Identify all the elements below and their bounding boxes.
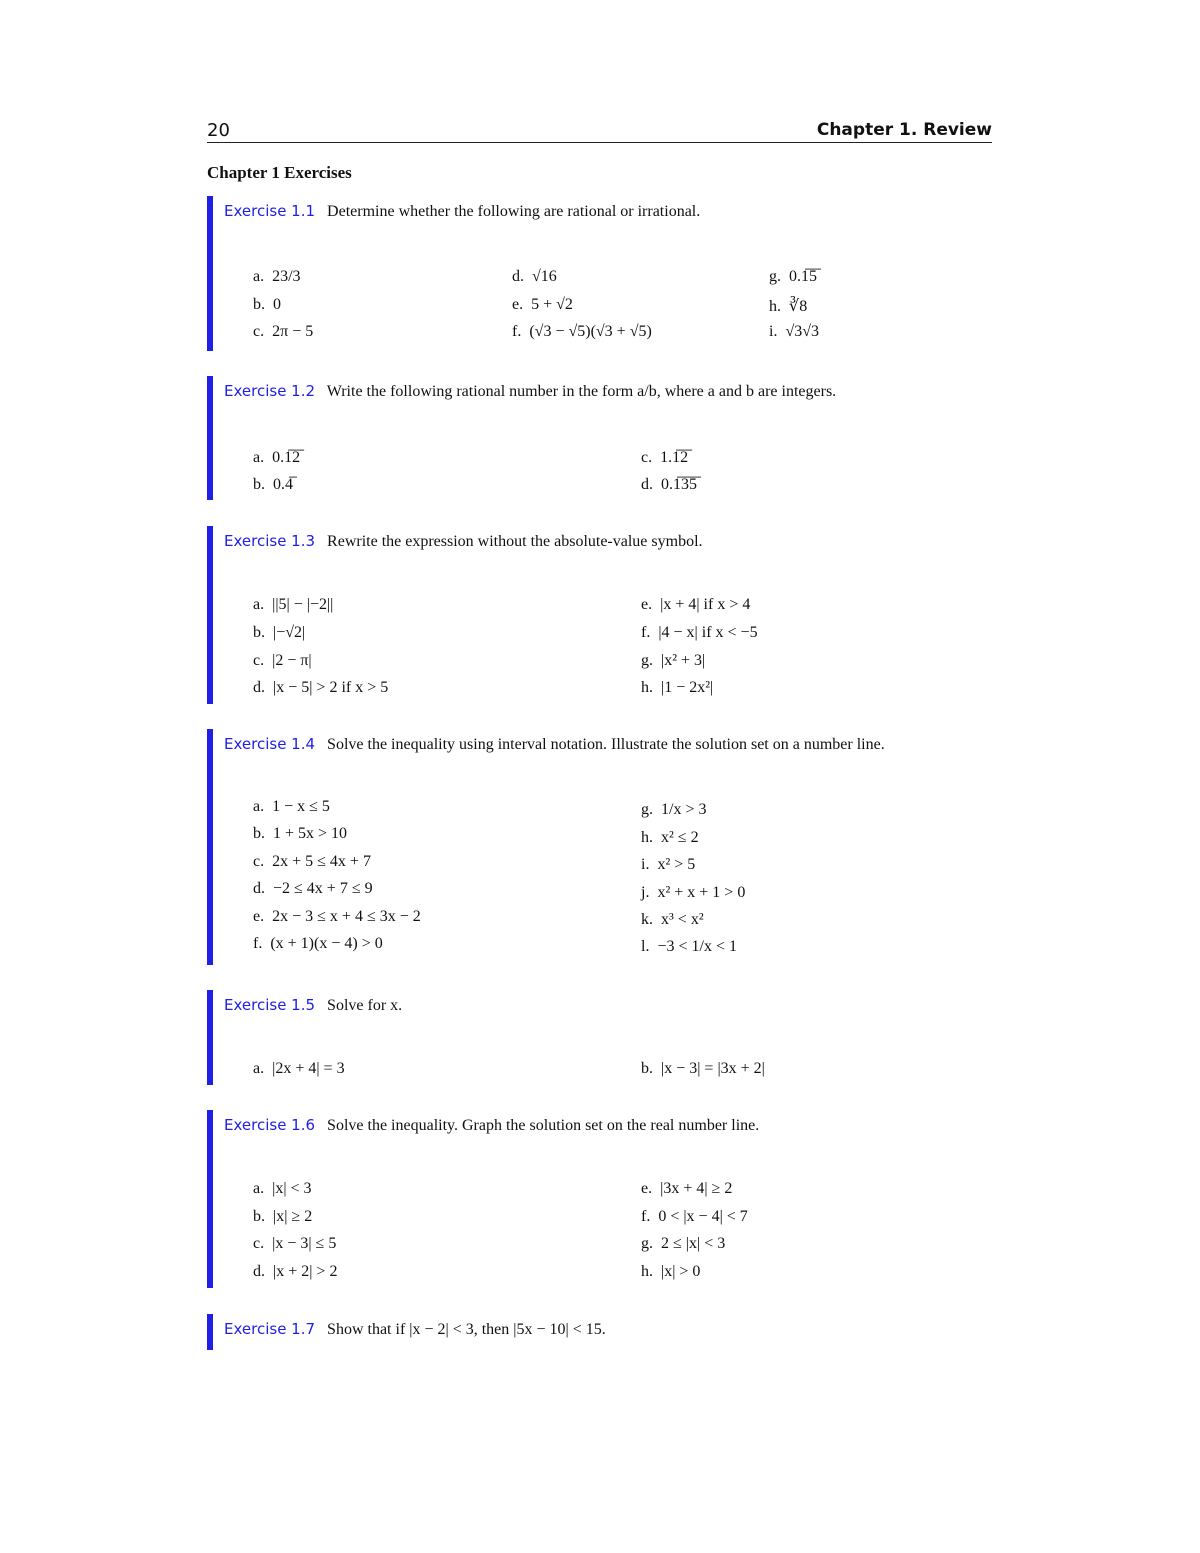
exercise-label: Exercise 1.4 xyxy=(224,735,316,753)
list-item: d. √16 xyxy=(512,268,557,285)
page-header xyxy=(207,118,992,143)
list-item: c. 2π − 5 xyxy=(253,323,314,340)
list-item: b. |x| ≥ 2 xyxy=(253,1208,313,1225)
list-item: a. 23/3 xyxy=(253,268,301,285)
exercise-label: Exercise 1.1 xyxy=(224,202,316,220)
list-item: b. 1 + 5x > 10 xyxy=(253,825,348,842)
exercise-1-4 xyxy=(207,729,998,965)
list-item: d. 0.1̅3̅5̅ xyxy=(641,476,697,493)
list-item: b. 0 xyxy=(253,296,281,313)
exercise-label: Exercise 1.3 xyxy=(224,532,316,550)
list-item: c. 1.1̅2̅ xyxy=(641,449,689,466)
list-item: a. 0.1̅2̅ xyxy=(253,449,301,466)
list-item: c. |x − 3| ≤ 5 xyxy=(253,1235,337,1252)
list-item: d. |x + 2| > 2 xyxy=(253,1263,338,1280)
list-item: a. 1 − x ≤ 5 xyxy=(253,798,330,815)
list-item: f. 0 < |x − 4| < 7 xyxy=(641,1208,748,1225)
list-item: g. 2 ≤ |x| < 3 xyxy=(641,1235,726,1252)
exercise-1-5 xyxy=(207,990,998,1085)
exercise-prompt: Solve the inequality using interval notation. Illustrate the solution set on a number line. xyxy=(327,736,885,753)
list-item: e. 5 + √2 xyxy=(512,296,573,313)
page-number: 20 xyxy=(207,120,230,141)
exercise-1-3 xyxy=(207,526,998,704)
list-item: c. |2 − π| xyxy=(253,652,312,669)
list-item: i. √3√3 xyxy=(769,323,820,340)
list-item: j. x² + x + 1 > 0 xyxy=(641,884,746,901)
exercise-prompt: Show that if |x − 2| < 3, then |5x − 10| < 15. xyxy=(327,1321,606,1338)
list-item: h. ∛8 xyxy=(769,298,808,315)
list-item: a. ||5| − |−2|| xyxy=(253,596,334,613)
list-item: g. 0.1̅5̅ xyxy=(769,268,817,285)
exercise-1-7 xyxy=(207,1314,998,1350)
list-item: c. 2x + 5 ≤ 4x + 7 xyxy=(253,853,371,870)
list-item: b. 0.4̅ xyxy=(253,476,293,493)
list-item: e. |x + 4| if x > 4 xyxy=(641,596,751,613)
list-item: b. |x − 3| = |3x + 2| xyxy=(641,1060,765,1077)
list-item: g. 1/x > 3 xyxy=(641,801,707,818)
exercise-prompt: Determine whether the following are rational or irrational. xyxy=(327,203,701,220)
list-item: f. (x + 1)(x − 4) > 0 xyxy=(253,935,383,952)
exercise-label: Exercise 1.7 xyxy=(224,1320,316,1338)
chapter-title: Chapter 1. Review xyxy=(816,120,992,140)
list-item: e. |3x + 4| ≥ 2 xyxy=(641,1180,733,1197)
list-item: f. |4 − x| if x < −5 xyxy=(641,624,758,641)
exercise-prompt: Solve for x. xyxy=(327,997,403,1014)
list-item: a. |x| < 3 xyxy=(253,1180,312,1197)
list-item: g. |x² + 3| xyxy=(641,652,706,669)
exercise-prompt: Rewrite the expression without the absolute-value symbol. xyxy=(327,533,703,550)
list-item: h. |1 − 2x²| xyxy=(641,679,714,696)
list-item: b. |−√2| xyxy=(253,624,306,641)
exercise-label: Exercise 1.5 xyxy=(224,996,316,1014)
list-item: i. x² > 5 xyxy=(641,856,696,873)
list-item: e. 2x − 3 ≤ x + 4 ≤ 3x − 2 xyxy=(253,908,421,925)
list-item: f. (√3 − √5)(√3 + √5) xyxy=(512,323,652,340)
list-item: h. x² ≤ 2 xyxy=(641,829,699,846)
list-item: d. |x − 5| > 2 if x > 5 xyxy=(253,679,389,696)
exercise-1-2 xyxy=(207,376,998,500)
exercise-1-1 xyxy=(207,196,998,351)
exercise-1-6 xyxy=(207,1110,998,1288)
list-item: l. −3 < 1/x < 1 xyxy=(641,938,737,955)
exercise-prompt: Solve the inequality. Graph the solution set on the real number line. xyxy=(327,1117,760,1134)
exercise-label: Exercise 1.6 xyxy=(224,1116,316,1134)
list-item: a. |2x + 4| = 3 xyxy=(253,1060,345,1077)
list-item: h. |x| > 0 xyxy=(641,1263,701,1280)
exercise-label: Exercise 1.2 xyxy=(224,382,316,400)
list-item: k. x³ < x² xyxy=(641,911,704,928)
exercise-prompt: Write the following rational number in the form a/b, where a and b are integers. xyxy=(326,383,837,400)
list-item: d. −2 ≤ 4x + 7 ≤ 9 xyxy=(253,880,373,897)
section-title: Chapter 1 Exercises xyxy=(207,163,352,182)
